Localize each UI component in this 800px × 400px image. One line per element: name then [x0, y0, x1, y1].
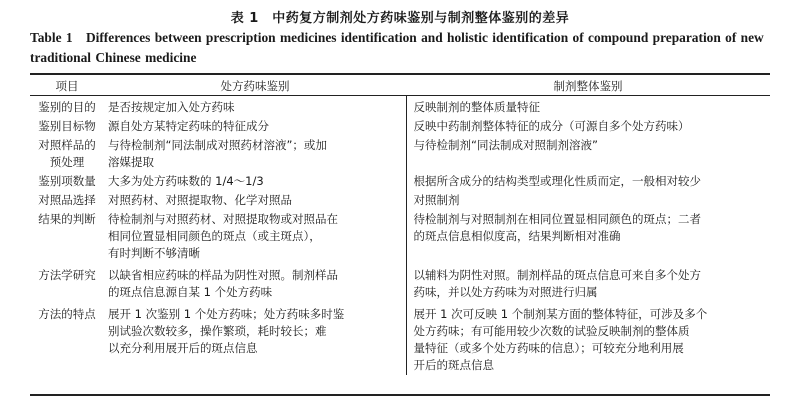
table-row [30, 191, 770, 210]
row-prescription-cell: 是否按规定加入处方药味 [104, 95, 406, 117]
row-prescription-cell: 对照药材、对照提取物、化学对照品 [104, 191, 406, 210]
table-row [30, 302, 770, 375]
row-prescription-cell: 源自处方某特定药味的特征成分 [104, 117, 406, 136]
row-item-label: 方法的特点 [38, 307, 96, 321]
table-title-english: Table 1 Differences between prescription medicines identification and holistic identification of compound preparation of new traditional Chinese medicine [30, 30, 764, 65]
row-prescription-cell: 以缺省相应药味的样品为阴性对照。制剂样品 的斑点信息源自某 1 个处方药味 [104, 263, 406, 302]
row-item-label: 结果的判断 [38, 212, 96, 226]
row-preparation-cell: 对照制剂 [413, 193, 460, 207]
row-item-label: 对照样品的 预处理 [38, 138, 96, 169]
table-row [30, 263, 770, 302]
row-preparation-cell: 反映制剂的整体质量特征 [413, 100, 540, 114]
row-preparation-cell: 反映中药制剂整体特征的成分（可源自多个处方药味） [413, 119, 690, 133]
row-item-label: 鉴别项数量 [38, 174, 96, 188]
row-preparation-cell: 待检制剂与对照制剂在相同位置显相同颜色的斑点；二者 的斑点信息相似度高，结果判断相对准确 [413, 212, 701, 243]
header-item: 项目 [55, 78, 79, 93]
row-item-label: 鉴别的目的 [38, 100, 96, 114]
row-preparation-cell: 根据所含成分的结构类型或理化性质而定，一般相对较少 [413, 174, 701, 188]
table-title-chinese: 表 1 中药复方制剂处方药味鉴别与制剂整体鉴别的差异 [230, 11, 570, 26]
row-preparation-cell: 与待检制剂“同法制成对照制剂溶液” [413, 138, 598, 152]
row-item-label: 对照品选择 [38, 193, 96, 207]
row-preparation-cell: 以辅料为阴性对照。制剂样品的斑点信息可来自多个处方 药味，并以处方药味为对照进行归属 [413, 268, 701, 299]
table-top-rule [30, 73, 770, 75]
row-prescription-cell: 待检制剂与对照药材、对照提取物或对照品在 相同位置显相同颜色的斑点（或主斑点）， 有时判断不够清晰 [104, 210, 406, 263]
table-row [30, 210, 770, 263]
header-prescription: 处方药味鉴别 [220, 78, 290, 93]
table-row [30, 136, 770, 172]
row-prescription-cell: 与待检制剂“同法制成对照药材溶液”；或加 溶媒提取 [104, 136, 406, 172]
header-preparation: 制剂整体鉴别 [553, 78, 623, 93]
row-item-label: 方法学研究 [38, 268, 96, 282]
row-prescription-cell: 展开 1 次鉴别 1 个处方药味；处方药味多时鉴 别试验次数较多，操作繁琐，耗时较长；难 以充分利用展开后的斑点信息 [104, 302, 406, 375]
comparison-table [30, 76, 770, 375]
table-bottom-rule [30, 394, 770, 396]
table-row [30, 117, 770, 136]
table-row [30, 95, 770, 117]
row-item-label: 鉴别目标物 [38, 119, 96, 133]
row-preparation-cell: 展开 1 次可反映 1 个制剂某方面的整体特征，可涉及多个 处方药味；有可能用较少次数的试验反映制剂的整体质 量特征（或多个处方药味的信息）；可较充分地利用展 开后的斑点信息 [413, 307, 708, 372]
table-header-row [30, 76, 770, 95]
table-row [30, 172, 770, 191]
row-prescription-cell: 大多为处方药味数的 1/4～1/3 [104, 172, 406, 191]
